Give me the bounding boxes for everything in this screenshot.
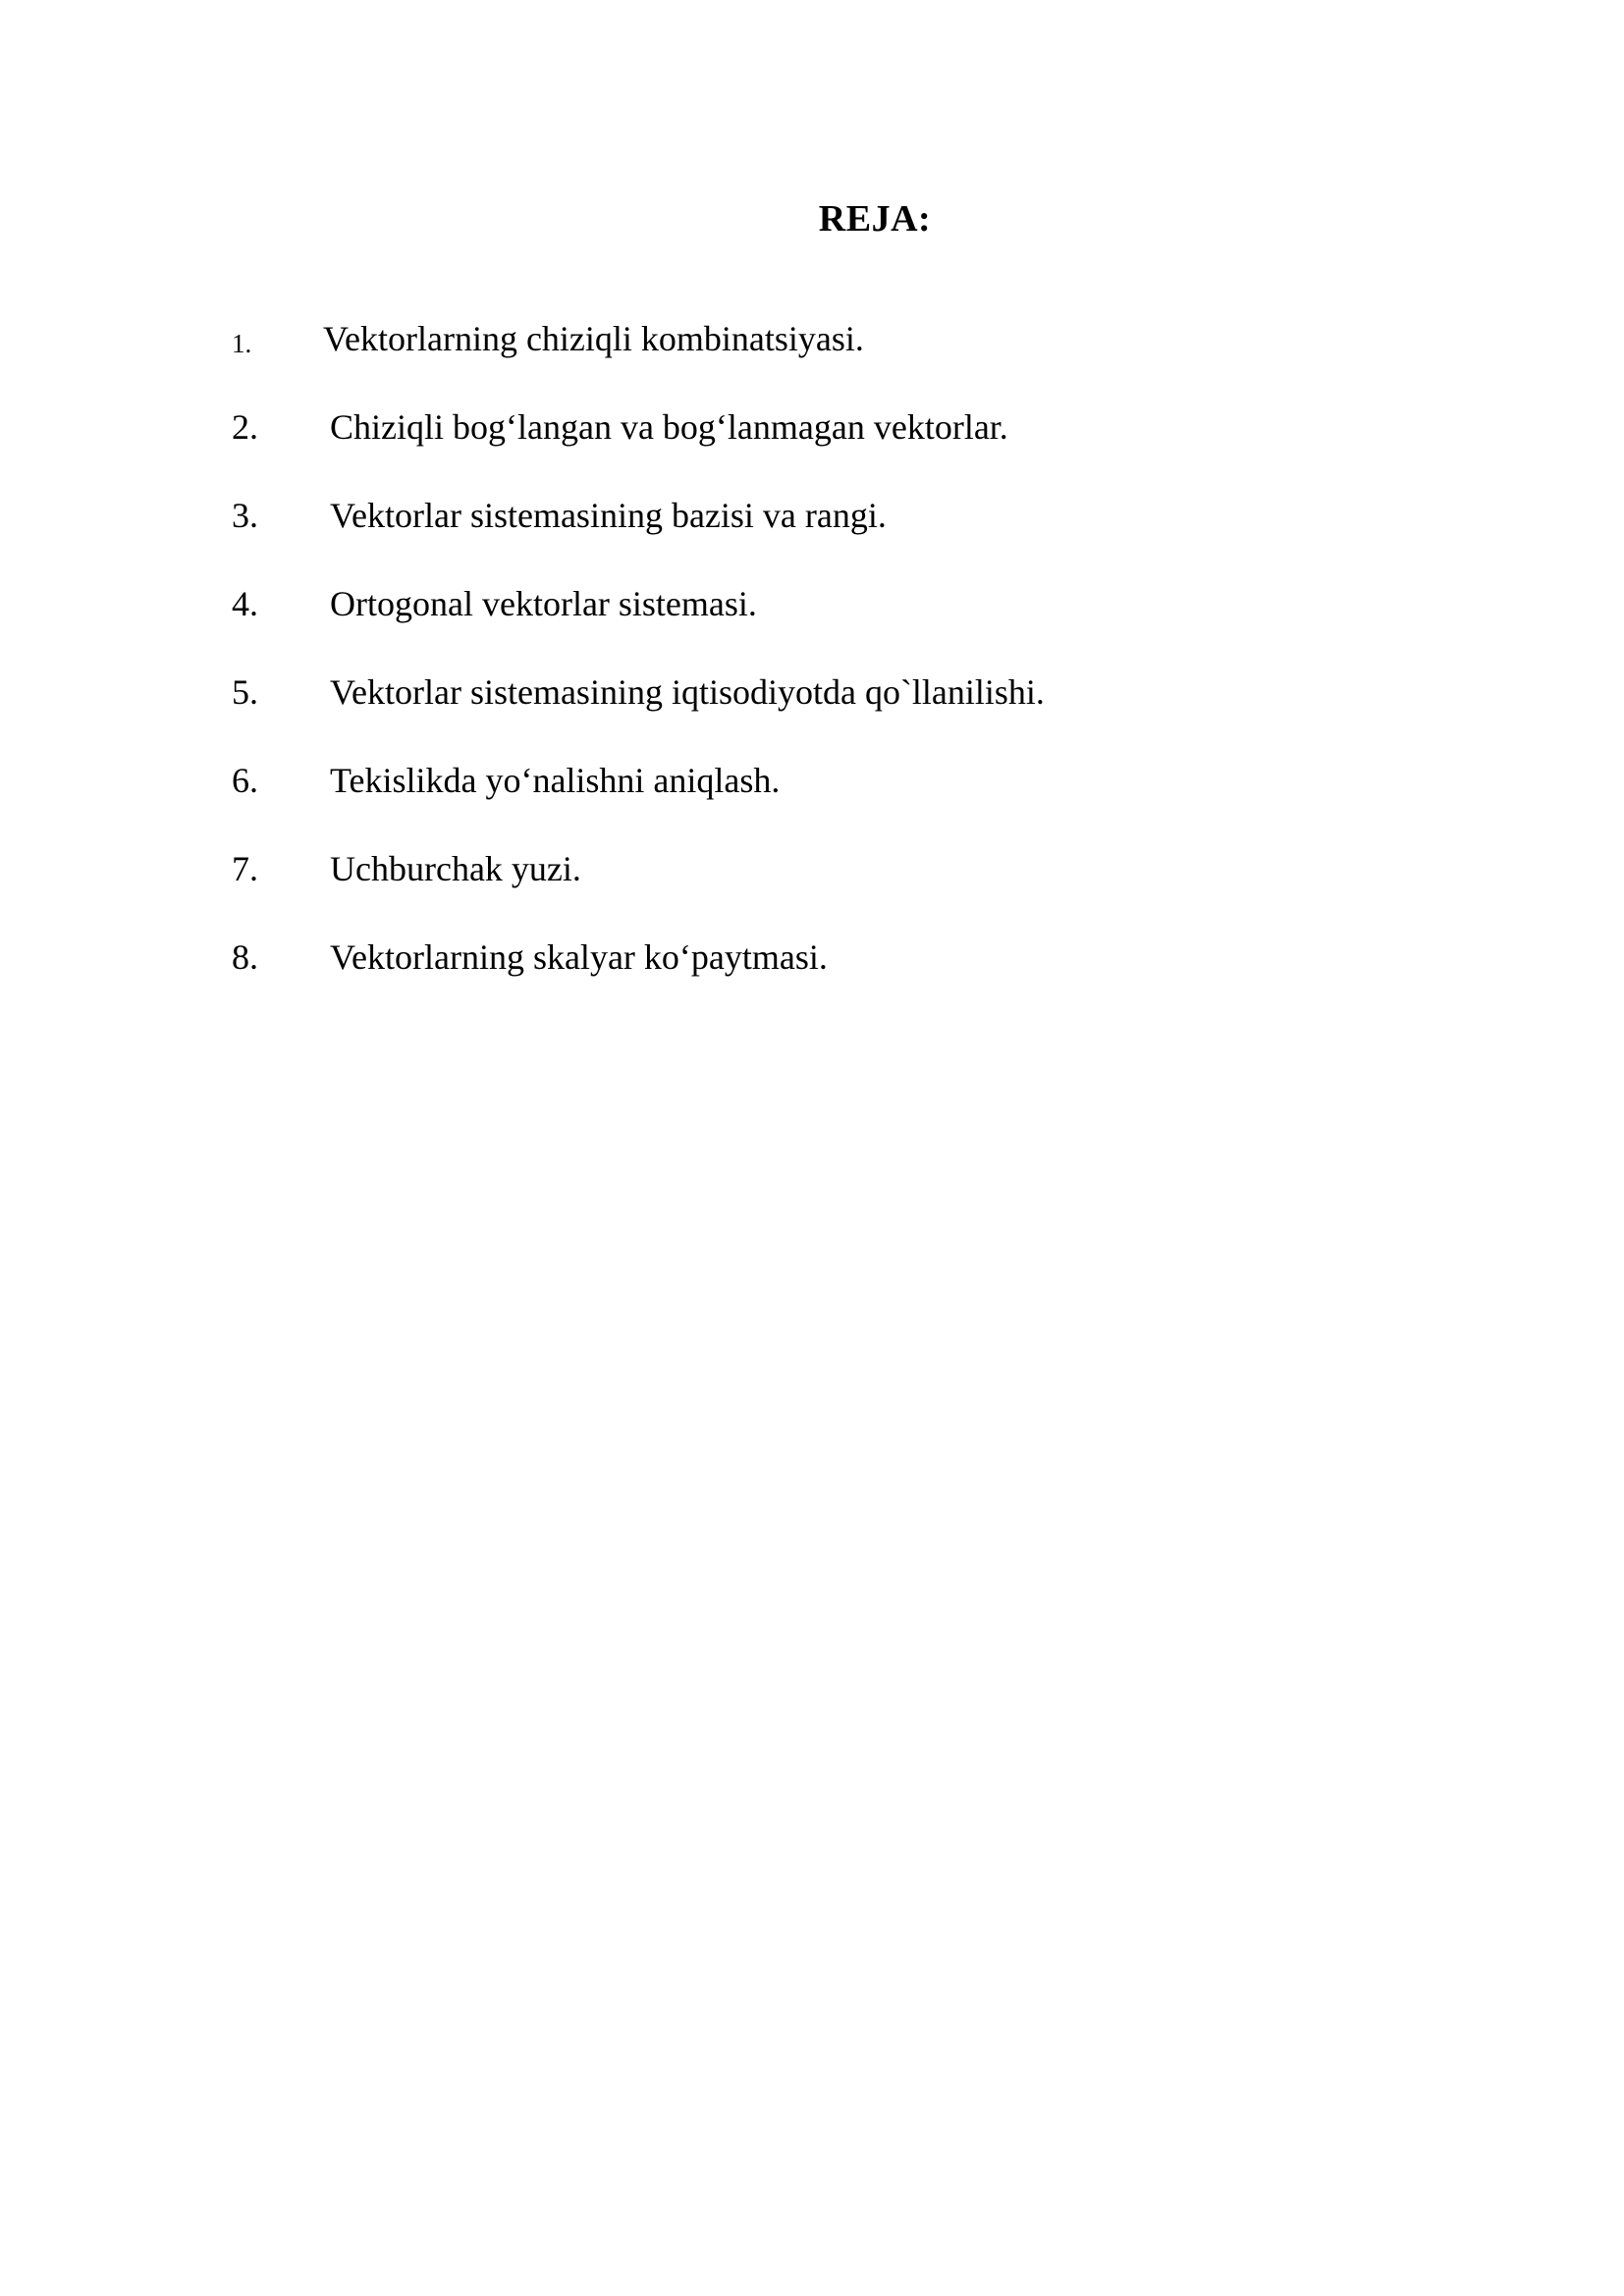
- list-item-number: 2.: [232, 407, 258, 447]
- list-item-number: 1.: [232, 329, 252, 358]
- list-item-text: Vektorlar sistemasining iqtisodiyotda qo`llanilishi.: [330, 672, 1045, 712]
- list-item-text: Vektorlarning chiziqli kombinatsiyasi.: [323, 319, 864, 358]
- list-item-text: Vektorlarning skalyar ko‘paytmasi.: [330, 937, 828, 977]
- list-item-number: 6.: [232, 761, 258, 800]
- list-item-text: Vektorlar sistemasining bazisi va rangi.: [330, 496, 887, 535]
- list-item-number: 3.: [232, 496, 258, 535]
- list-item-number: 8.: [232, 937, 258, 977]
- list-item-number: 5.: [232, 672, 258, 712]
- list-item-number: 4.: [232, 584, 258, 623]
- list-item-text: Tekislikda yo‘nalishni aniqlash.: [330, 761, 781, 800]
- list-item-number: 7.: [232, 849, 258, 888]
- list-item-text: Chiziqli bog‘langan va bog‘lanmagan vektorlar.: [330, 407, 1008, 447]
- list-item-text: Ortogonal vektorlar sistemasi.: [330, 584, 757, 623]
- list-item-text: Uchburchak yuzi.: [330, 849, 581, 888]
- page-title: REJA:: [818, 198, 932, 240]
